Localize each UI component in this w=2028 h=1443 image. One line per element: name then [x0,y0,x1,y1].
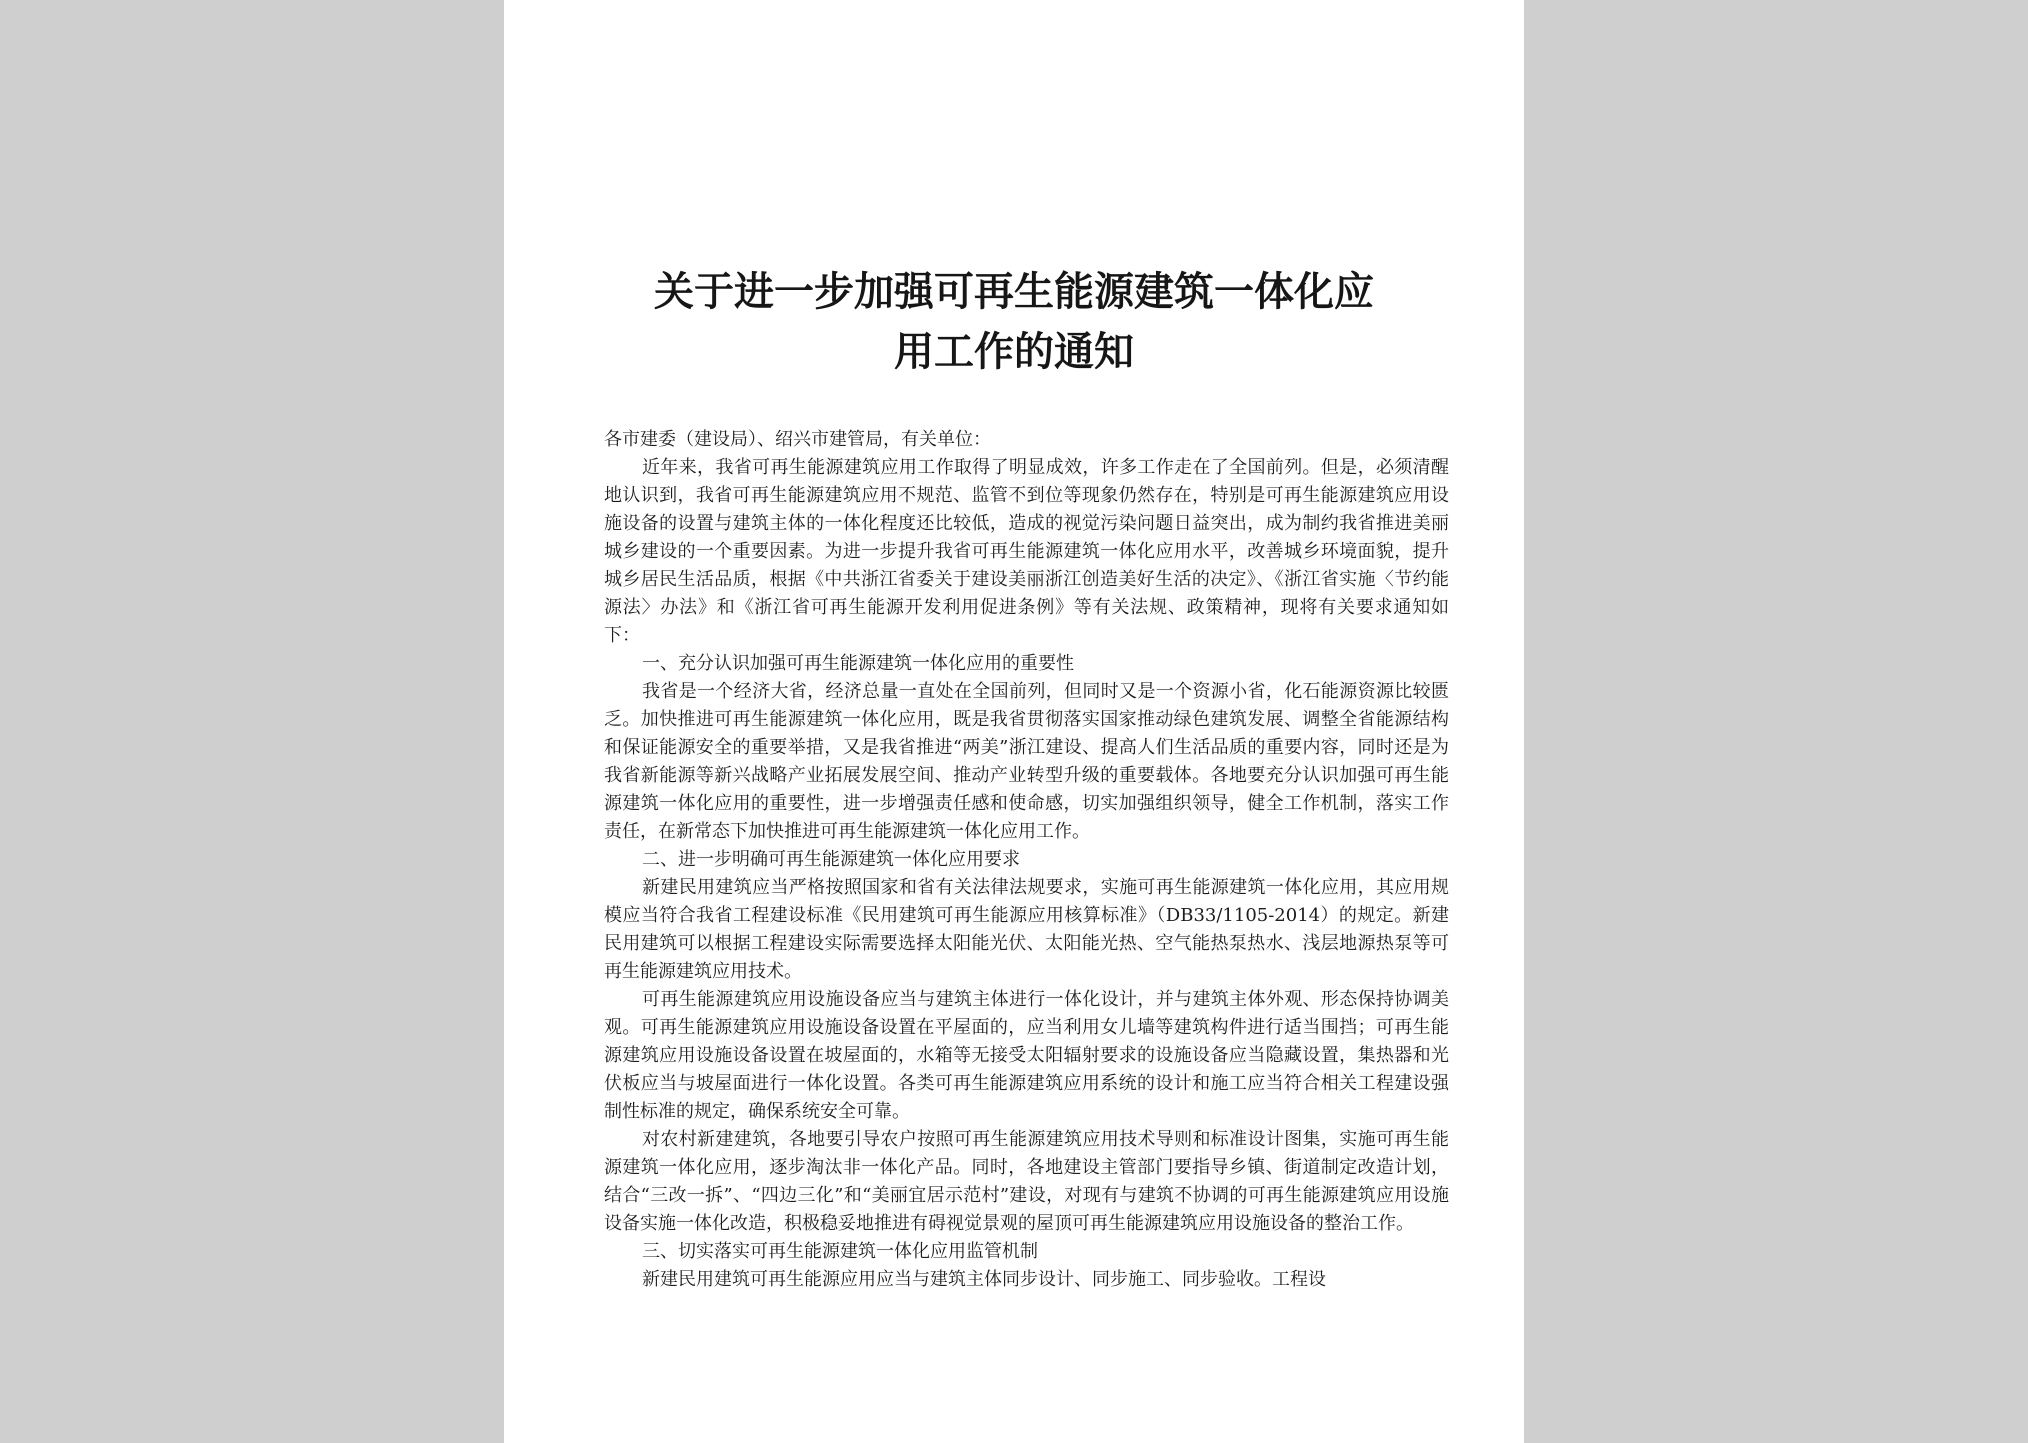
title-line-1: 关于进一步加强可再生能源建筑一体化应 [654,269,1374,315]
title-line-2: 用工作的通知 [894,329,1134,375]
paragraph-section-2-c: 对农村新建建筑，各地要引导农户按照可再生能源建筑应用技术导则和标准设计图集，实施可再生能源建筑一体化应用，逐步淘汰非一体化产品。同时，各地建设主管部门要指导乡镇、街道制定改造计划，结合“三改一拆”、“四边三化”和“美丽宜居示范村”建设，对现有与建筑不协调的可再生能源建筑应用设施设备实施一体化改造，积极稳妥地推进有碍视觉景观的屋顶可再生能源建筑应用设施设备的整治工作。 [604,1129,1449,1234]
section-heading-1: 一、充分认识加强可再生能源建筑一体化应用的重要性 [642,653,1074,674]
section-heading-2: 二、进一步明确可再生能源建筑一体化应用要求 [642,849,1020,870]
paragraph-section-2-b: 可再生能源建筑应用设施设备应当与建筑主体进行一体化设计，并与建筑主体外观、形态保持协调美观。可再生能源建筑应用设施设备设置在平屋面的，应当利用女儿墙等建筑构件进行适当围挡；可再生能源建筑应用设施设备设置在坡屋面的，水箱等无接受太阳辐射要求的设施设备应当隐藏设置，集热器和光伏板应当与坡屋面进行一体化设置。各类可再生能源建筑应用系统的设计和施工应当符合相关工程建设强制性标准的规定，确保系统安全可靠。 [604,989,1449,1122]
document-page [504,0,1524,1443]
section-heading-3: 三、切实落实可再生能源建筑一体化应用监管机制 [642,1241,1038,1262]
paragraph-section-3: 新建民用建筑可再生能源应用应当与建筑主体同步设计、同步施工、同步验收。工程设 [642,1269,1326,1290]
paragraph-section-2-a: 新建民用建筑应当严格按照国家和省有关法律法规要求，实施可再生能源建筑一体化应用，其应用规模应当符合我省工程建设标准《民用建筑可再生能源应用核算标准》（DB33/1105-2014）的规定。新建民用建筑可以根据工程建设实际需要选择太阳能光伏、太阳能光热、空气能热泵热水、浅层地源热泵等可再生能源建筑应用技术。 [604,877,1449,982]
salutation: 各市建委（建设局）、绍兴市建管局，有关单位： [604,429,991,450]
paragraph-section-1: 我省是一个经济大省，经济总量一直处在全国前列，但同时又是一个资源小省，化石能源资源比较匮乏。加快推进可再生能源建筑一体化应用，既是我省贯彻落实国家推动绿色建筑发展、调整全省能源结构和保证能源安全的重要举措，又是我省推进“两美”浙江建设、提高人们生活品质的重要内容，同时还是为我省新能源等新兴战略产业拓展发展空间、推动产业转型升级的重要载体。各地要充分认识加强可再生能源建筑一体化应用的重要性，进一步增强责任感和使命感，切实加强组织领导，健全工作机制，落实工作责任，在新常态下加快推进可再生能源建筑一体化应用工作。 [604,681,1449,842]
document-title [504,262,1524,382]
paragraph-intro: 近年来，我省可再生能源建筑应用工作取得了明显成效，许多工作走在了全国前列。但是，必须清醒地认识到，我省可再生能源建筑应用不规范、监管不到位等现象仍然存在，特别是可再生能源建筑应用设施设备的设置与建筑主体的一体化程度还比较低，造成的视觉污染问题日益突出，成为制约我省推进美丽城乡建设的一个重要因素。为进一步提升我省可再生能源建筑一体化应用水平，改善城乡环境面貌，提升城乡居民生活品质，根据《中共浙江省委关于建设美丽浙江创造美好生活的决定》、《浙江省实施〈节约能源法〉办法》和《浙江省可再生能源开发利用促进条例》等有关法规、政策精神，现将有关要求通知如下： [604,457,1449,646]
document-body [604,426,1449,1294]
